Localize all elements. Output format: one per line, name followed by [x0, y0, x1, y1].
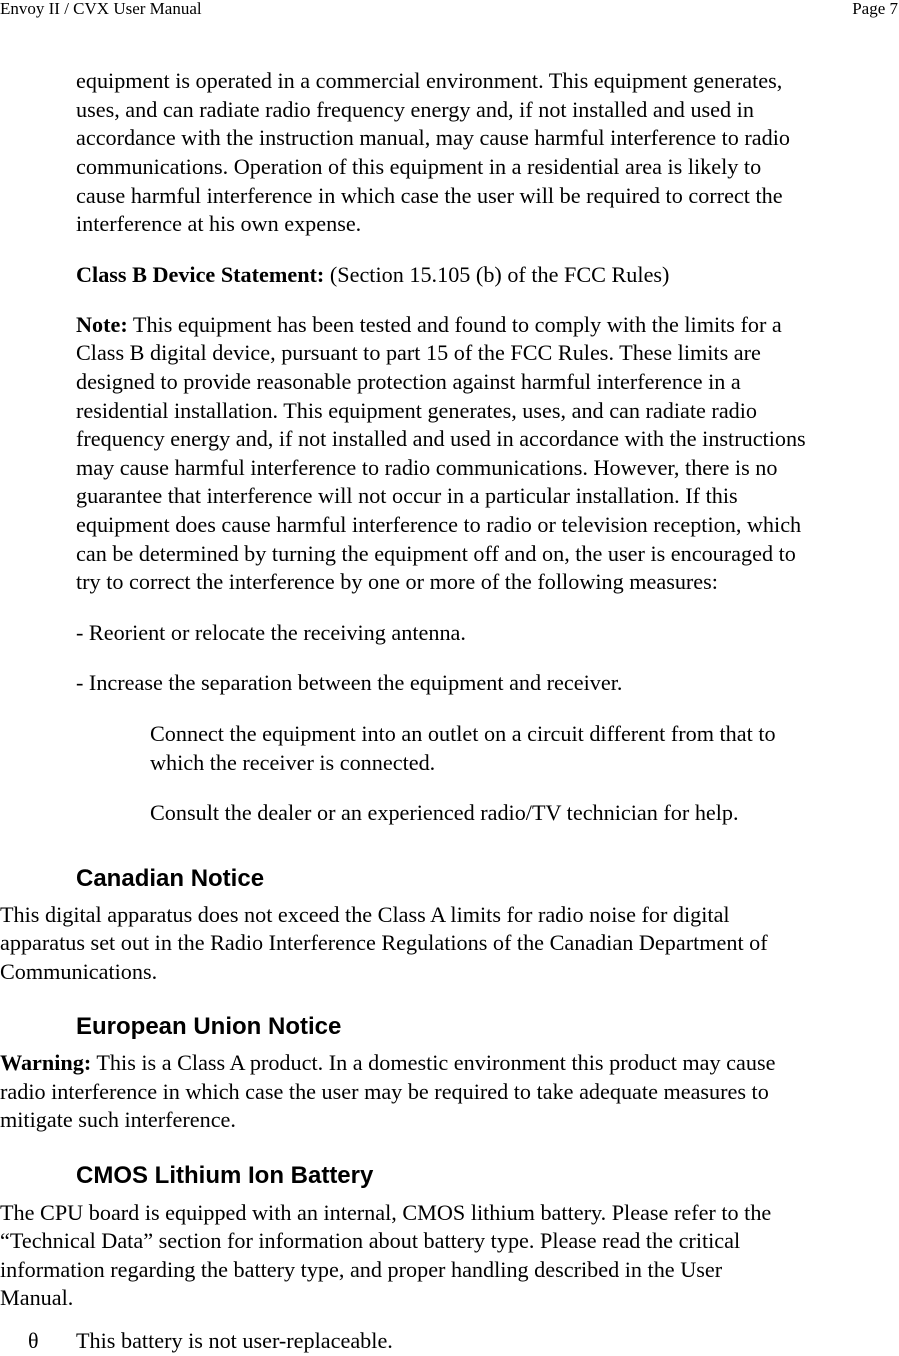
canadian-line: apparatus set out in the Radio Interference Regulations of the Canadian Department of: [0, 930, 768, 955]
intro-line: communications. Operation of this equipment in a residential area is likely to: [76, 154, 762, 179]
measure-outlet: which the receiver is connected.: [150, 750, 436, 775]
note-label: Note:: [76, 312, 128, 337]
measure-consult: Consult the dealer or an experienced radio/TV technician for help.: [150, 800, 739, 825]
class-b-text: (Section 15.105 (b) of the FCC Rules): [324, 262, 670, 287]
cmos-line: information regarding the battery type, and proper handling described in the User: [0, 1257, 723, 1282]
page-header: [0, 0, 899, 22]
note-line: guarantee that interference will not occur in a particular installation. If this: [76, 483, 738, 508]
class-b-statement: [76, 261, 669, 290]
canadian-notice-heading: Canadian Notice: [76, 865, 265, 892]
intro-line: accordance with the instruction manual, may cause harmful interference to radio: [76, 125, 791, 150]
cmos-line: The CPU board is equipped with an internal, CMOS lithium battery. Please refer to the: [0, 1200, 772, 1225]
note-line: frequency energy and, if not installed and used in accordance with the instructions: [76, 426, 806, 451]
intro-line: equipment is operated in a commercial environment. This equipment generates,: [76, 68, 783, 93]
eu-line: mitigate such interference.: [0, 1107, 236, 1132]
page-number: Page 7: [852, 0, 898, 18]
note-line: designed to provide reasonable protection against harmful interference in a: [76, 369, 741, 394]
intro-line: cause harmful interference in which case the user will be required to correct the: [76, 183, 783, 208]
note-line: Class B digital device, pursuant to part 15 of the FCC Rules. These limits are: [76, 340, 761, 365]
measure-reorient: - Reorient or relocate the receiving antenna.: [76, 620, 466, 645]
note-line: may cause harmful interference to radio communications. However, there is no: [76, 455, 778, 480]
eu-text: This is a Class A product. In a domestic environment this product may cause: [91, 1050, 776, 1075]
eu-first-line: [0, 1049, 775, 1078]
cmos-battery-heading: CMOS Lithium Ion Battery: [76, 1162, 374, 1189]
note-first-line: [76, 311, 782, 340]
class-b-label: Class B Device Statement:: [76, 262, 325, 287]
note-line: try to correct the interference by one or more of the following measures:: [76, 569, 718, 594]
warning-label: Warning:: [0, 1050, 92, 1075]
cmos-line: “Technical Data” section for information about battery type. Please read the critical: [0, 1228, 741, 1253]
canadian-line: This digital apparatus does not exceed the Class A limits for radio noise for digital: [0, 902, 730, 927]
note-line: equipment does cause harmful interference to radio or television reception, which: [76, 512, 802, 537]
note-line: can be determined by turning the equipment off and on, the user is encouraged to: [76, 541, 796, 566]
eu-notice-heading: European Union Notice: [76, 1013, 342, 1040]
note-text: This equipment has been tested and found to comply with the limits for a: [127, 312, 782, 337]
theta-bullet-icon: θ: [28, 1328, 39, 1353]
eu-line: radio interference in which case the user may be required to take adequate measures to: [0, 1079, 769, 1104]
note-line: residential installation. This equipment generates, uses, and can radiate radio: [76, 398, 758, 423]
intro-line: interference at his own expense.: [76, 211, 362, 236]
measure-separation: - Increase the separation between the equipment and receiver.: [76, 670, 623, 695]
canadian-line: Communications.: [0, 959, 158, 984]
cmos-line: Manual.: [0, 1285, 74, 1310]
measure-outlet: Connect the equipment into an outlet on a circuit different from that to: [150, 721, 776, 746]
manual-title: Envoy II / CVX User Manual: [0, 0, 202, 18]
intro-line: uses, and can radiate radio frequency energy and, if not installed and used in: [76, 97, 754, 122]
battery-bullet-item: This battery is not user-replaceable.: [76, 1328, 393, 1353]
